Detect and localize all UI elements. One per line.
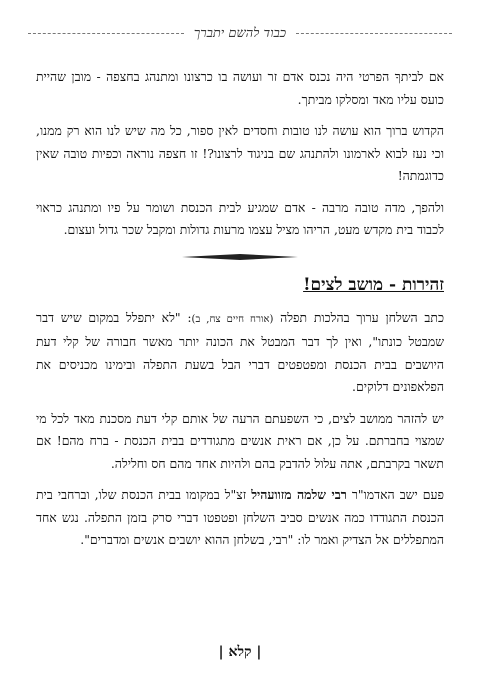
section-paragraph-3-start: פעם ישב האדמו"ר <box>346 487 444 502</box>
section-paragraph-1-start: כתב השלחן ערוך בהלכות תפלה <box>273 309 444 325</box>
header-rule-left <box>28 33 184 34</box>
page-number: | קלא | <box>218 644 262 660</box>
section-paragraph-3 <box>36 484 444 552</box>
section-paragraph-3-rest: זצ"ל במקומו בבית הכנסת שלו, וברחבי בית הכנסת התגודדו כמה אנשים סביב השלחן ופטפטו דברי סרק בזמן התפלה. נגש אחד המתפללים אל הצדיק ואמר לו: "רבי, בשלחן ההוא יושבים אנשים ומדברים". <box>36 487 444 547</box>
running-header <box>28 22 452 44</box>
paragraph-3: ולהפך, מדה טובה מרבה - אדם שמגיע לבית הכנסת ושומר על פיו ומתנהג כראוי לכבוד בית מקדש מעט, הריהו מציל עצמו מרעות גדולות ומקבל שכר גדול ועצום. <box>36 199 444 237</box>
section-title: זהירות - מושב לצים! <box>303 274 444 295</box>
rabbi-name: רבי שלמה מזוועהיל <box>251 487 347 502</box>
paragraph-1: אם לביתךָ הפרטי היה נכנס אדם זר ועושה בו כרצונו ומתנהג בחצפה - מובן שהיית כועס עליו מאד ומסלקו מביתך. <box>36 69 444 107</box>
header-rule-right <box>296 33 452 34</box>
section-paragraph-1 <box>36 307 444 399</box>
section-paragraph-2: יש להזהר ממושב לצים, כי השפעתם הרעה של אותם קלי דעת מסכנת מאד לכל מי שמצוי בחברתם. על כן, אם ראית אנשים מתגודדים בבית הכנסת - ברח מהם! אם תשאר בקרבתם, אתה עלול להדבק בהם ולהיות אחד מהם חס וחלילה. <box>36 410 444 471</box>
paragraph-2: הקדוש ברוך הוא עושה לנו טובות וחסדים לאין ספור, כל מה שיש לנו הוא רק ממנו, וכי נעז לבוא לארמונו ולהתנהג שם בניגוד לרצונו?! זו חצפה נוראה וכפיות טובה שאין כדוגמתה! <box>36 123 444 183</box>
main-text <box>36 66 444 561</box>
source-citation: (אורח חיים צח, ב) <box>191 313 274 325</box>
header-title: כבוד להשם יתברך <box>193 26 287 41</box>
section-paragraph-1-rest: : "לא יתפלל במקום שיש דבר שמבטל כונתו", ואין לך דבר המבטל את הכונה יותר מאשר חבורה של קלי דעת היושבים בבית הכנסת ומפטפטים דברי הבל בשעת התפלה ובימינו מכניסים את הפלאפונים דלוקים. <box>36 309 444 394</box>
section-divider-ornament <box>180 253 300 261</box>
